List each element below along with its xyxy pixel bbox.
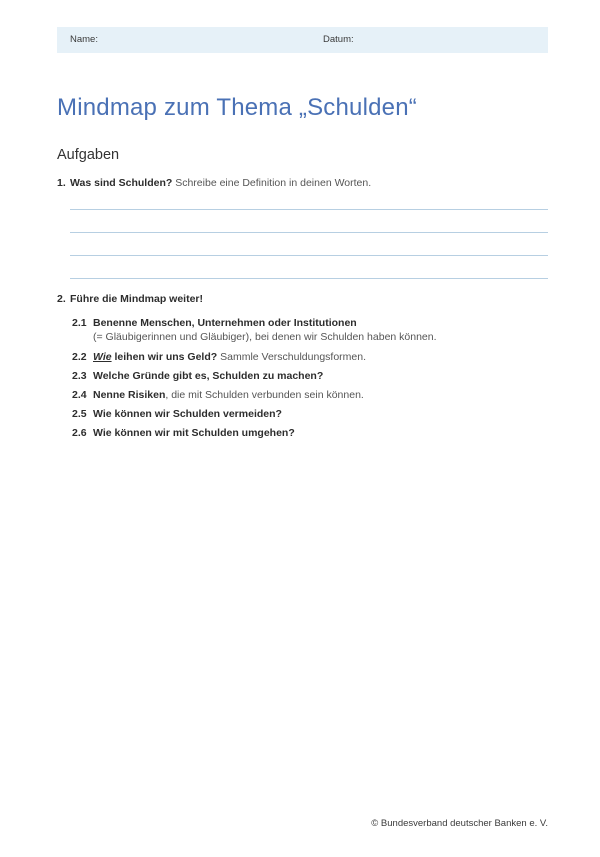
subtask-2-4-bold: Nenne Risiken [93, 389, 166, 401]
writing-line-4 [70, 256, 548, 279]
subtask-2-1-bold: Benenne Menschen, Unternehmen oder Institutionen [93, 317, 357, 329]
task-2-title-text [70, 292, 548, 306]
task-2-number: 2. [57, 293, 66, 305]
subtask-2-4-text [93, 389, 548, 403]
page-title: Mindmap zum Thema „Schulden“ [57, 94, 417, 121]
writing-line-1 [70, 187, 548, 210]
name-date-bar [57, 27, 548, 53]
subtask-2-6 [72, 427, 548, 441]
subtask-2-4 [72, 389, 548, 403]
subtask-2-2-bold: leihen wir uns Geld? [111, 351, 218, 363]
subtask-2-3-number: 2.3 [72, 370, 87, 382]
subtask-2-3-bold: Welche Gründe gibt es, Schulden zu machen? [93, 370, 324, 382]
subtask-2-5-text [93, 408, 548, 422]
section-heading-aufgaben: Aufgaben [57, 147, 120, 163]
subtask-2-2 [72, 351, 548, 365]
subtask-2-2-normal: Sammle Verschuldungsformen. [217, 351, 367, 363]
task-2-title: Führe die Mindmap weiter! [70, 293, 204, 305]
task-1-number: 1. [57, 177, 66, 189]
subtask-2-1-text [93, 317, 548, 344]
subtask-2-2-number: 2.2 [72, 351, 87, 363]
copyright-notice: © Bundesverband deutscher Banken e. V. [371, 818, 548, 829]
subtask-2-1 [72, 317, 548, 344]
subtask-2-4-normal: , die mit Schulden verbunden sein können. [165, 389, 364, 401]
subtask-2-6-number: 2.6 [72, 427, 87, 439]
task-2-heading [57, 292, 548, 306]
subtask-2-2-text [93, 351, 548, 365]
subtask-2-2-emphasis: Wie [93, 351, 112, 363]
writing-line-3 [70, 233, 548, 256]
datum-label: Datum: [323, 34, 354, 45]
subtask-2-4-number: 2.4 [72, 389, 87, 401]
subtask-2-5-number: 2.5 [72, 408, 87, 420]
task-2 [57, 292, 548, 446]
subtask-2-1-number: 2.1 [72, 317, 87, 329]
writing-line-2 [70, 210, 548, 233]
subtask-2-3-text [93, 370, 548, 384]
subtask-2-5-bold: Wie können wir Schulden vermeiden? [93, 408, 282, 420]
subtask-2-5 [72, 408, 548, 422]
subtask-2-6-text [93, 427, 548, 441]
name-label: Name: [70, 34, 98, 45]
subtask-2-1-second-line: (= Gläubigerinnen und Gläubiger), bei denen wir Schulden haben können. [93, 330, 437, 343]
subtask-2-6-bold: Wie können wir mit Schulden umgehen? [93, 427, 295, 439]
subtask-2-3 [72, 370, 548, 384]
writing-lines [70, 187, 548, 279]
task-1-instruction: Schreibe eine Definition in deinen Worten. [172, 177, 372, 189]
task-1-question: Was sind Schulden? [70, 177, 173, 189]
